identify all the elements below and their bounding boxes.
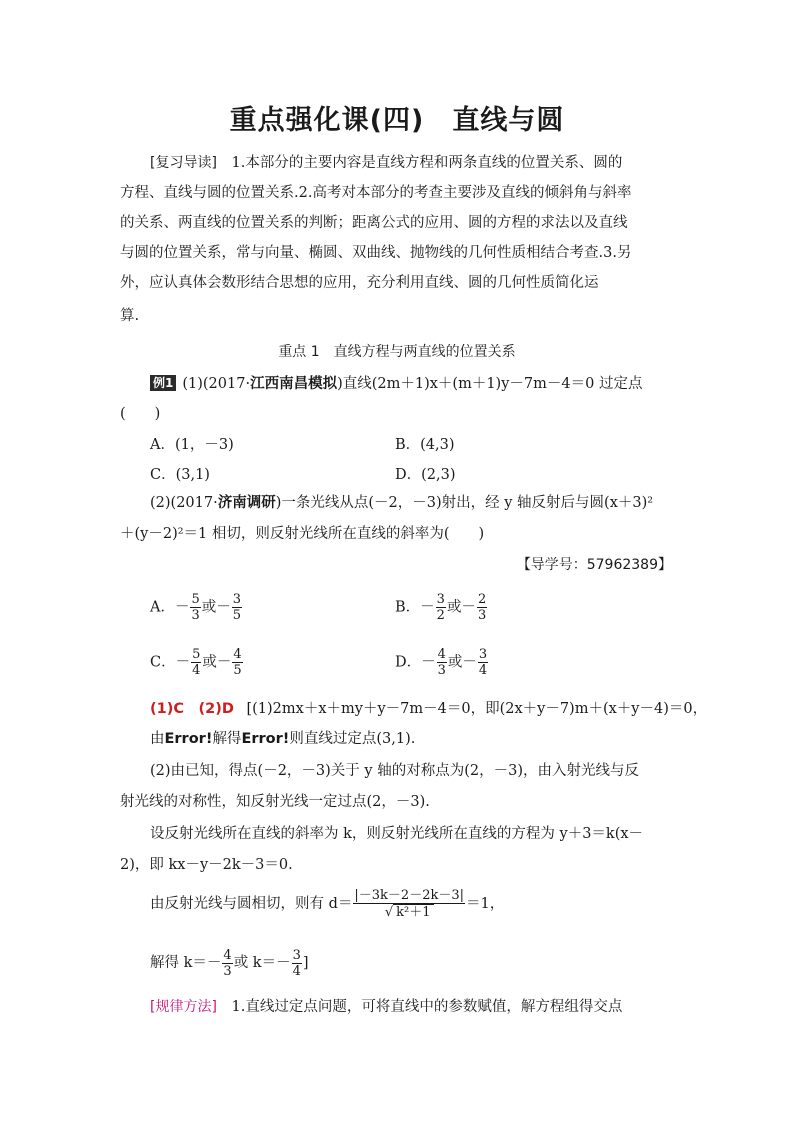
- error-text-1: Error!: [164, 731, 213, 747]
- fraction: $\frac{3}{4}$: [478, 647, 488, 678]
- fraction: $\frac{5}{4}$: [192, 647, 201, 678]
- section-heading: 重点 1 直线方程与两直线的位置关系: [278, 344, 516, 360]
- q1-option-a: A．(1，－3): [150, 437, 234, 453]
- intro-line-4: 与圆的位置关系，常与向量、椭圆、双曲线、抛物线的几何性质相结合考查.3.另: [120, 245, 632, 261]
- q2-d-letter: D．－: [395, 654, 436, 671]
- q2-option-b: [395, 592, 488, 623]
- method-line: [150, 996, 710, 1018]
- q2-option-c: [150, 647, 244, 678]
- example-tag: 例1: [150, 375, 176, 391]
- intro-line-2: 方程、直线与圆的位置关系.2.高考对本部分的考查主要涉及直线的倾斜角与斜率: [120, 185, 632, 201]
- fraction: $\frac{3}{2}$: [436, 592, 445, 623]
- q1-option-c: C．(3,1): [150, 467, 210, 483]
- s7-a: 由反射光线与圆相切，则有 d＝: [150, 896, 353, 912]
- answer-key: (1)C (2)D: [150, 701, 234, 717]
- solution-line-6: 2)，即 kx－y－2k－3＝0.: [120, 857, 293, 873]
- intro-line-6: 算.: [120, 308, 140, 324]
- fraction: $\frac{4}{3}$: [437, 647, 446, 678]
- q2-text-line-2: ＋(y－2)²＝1 相切，则反射光线所在直线的斜率为( ): [120, 526, 485, 542]
- error-text-2: Error!: [241, 731, 290, 747]
- q2-d-mid: 或－: [447, 654, 477, 671]
- q1-option-b: B．(4,3): [395, 437, 455, 453]
- intro-text-1: 1.本部分的主要内容是直线方程和两条直线的位置关系、圆的: [231, 155, 623, 171]
- fraction: $\frac{2}{3}$: [477, 592, 487, 623]
- solution-text-1: [(1)2mx＋x＋my＋y－7m－4＝0，即(2x＋y－7)m＋(x＋y－4)＝0，: [246, 701, 708, 717]
- fraction: $\frac{5}{3}$: [191, 592, 200, 623]
- fraction: $\frac{3}{4}$: [292, 947, 301, 979]
- intro-line-5: 外，应认真体会数形结合思想的应用，充分利用直线、圆的几何性质简化运: [120, 275, 599, 291]
- solution-line-5: 设反射光线所在直线的斜率为 k，则反射光线所在直线的方程为 y＋3＝k(x－: [150, 826, 644, 842]
- s8-end: ]: [302, 955, 309, 971]
- page-title: 重点强化课(四) 直线与圆: [229, 105, 565, 136]
- q1-text: )直线(2m＋1)x＋(m＋1)y－7m－4＝0 过定点: [337, 376, 643, 392]
- fraction: $\frac{3}{5}$: [232, 592, 242, 623]
- intro-line-1: [150, 152, 710, 174]
- q2-option-a: [150, 592, 243, 623]
- method-text: 1.直线过定点问题，可将直线中的参数赋值，解方程组得交点: [231, 999, 623, 1015]
- example-q2-line: [150, 492, 710, 514]
- q2-a-mid: 或－: [201, 599, 231, 616]
- solution-line-3: (2)由已知，得点(－2，－3)关于 y 轴的对称点为(2，－3)，由入射光线与反: [150, 763, 639, 779]
- fraction: $\frac{4}{5}$: [233, 647, 242, 678]
- s2-a: 由: [150, 731, 165, 747]
- s2-b: 解得: [212, 731, 242, 747]
- q2-option-d: [395, 647, 489, 678]
- q1-option-d: D．(2,3): [395, 467, 456, 483]
- q1-source: 江西南昌模拟: [250, 376, 338, 392]
- q2-a-letter: A．－: [150, 599, 190, 616]
- solution-line-4: 射光线的对称性，知反射光线一定过点(2，－3).: [120, 794, 430, 810]
- s8-mid: 或 k＝－: [233, 955, 291, 971]
- solution-line-2: [150, 728, 710, 750]
- q2-c-mid: 或－: [202, 654, 232, 671]
- s2-c: 则直线过定点(3,1).: [289, 731, 416, 747]
- review-guide-label: [复习导读]: [150, 155, 217, 171]
- q2-b-letter: B．－: [395, 599, 435, 616]
- method-label: [规律方法]: [150, 999, 217, 1015]
- distance-fraction: $\frac{|-3k-2-2k-3|}{\text{√ k²＋1}}$: [354, 888, 464, 920]
- intro-line-3: 的关系、两直线的位置关系的判断；距离公式的应用、圆的方程的求法以及直线: [120, 215, 628, 231]
- q2-text: )一条光线从点(－2，－3)射出，经 y 轴反射后与圆(x＋3)²: [275, 495, 654, 511]
- s8-a: 解得 k＝－: [150, 955, 222, 971]
- solution-line-7: [150, 887, 710, 921]
- solution-line-8: [150, 946, 710, 980]
- q2-c-letter: C．－: [150, 654, 191, 671]
- q2-source: 济南调研: [217, 495, 276, 511]
- q2-prefix: (2)(2017·: [150, 495, 218, 511]
- q1-answer-paren: ( ): [120, 406, 161, 422]
- s7-b: ＝1，: [466, 896, 505, 912]
- fraction: $\frac{4}{3}$: [223, 947, 232, 979]
- solution-line-1: [150, 698, 710, 720]
- example-q1-line: [150, 373, 710, 395]
- q1-prefix: (1)(2017·: [182, 376, 251, 392]
- guide-number: 【导学号：57962389】: [516, 557, 672, 573]
- q2-b-mid: 或－: [446, 599, 476, 616]
